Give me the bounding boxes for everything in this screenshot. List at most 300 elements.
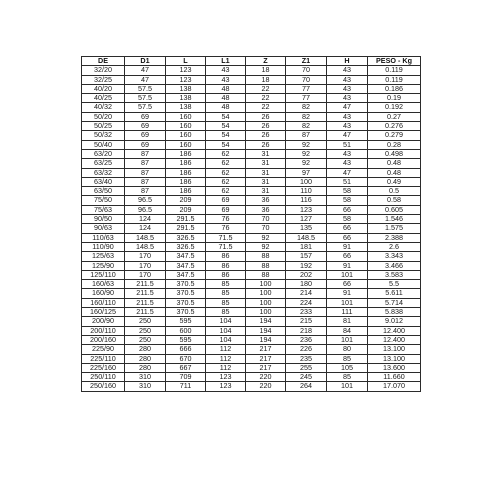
cell-l: 160 <box>166 122 206 131</box>
cell-h: 51 <box>327 177 368 186</box>
table-row <box>82 140 421 149</box>
cell-d1: 310 <box>125 382 166 391</box>
cell-d1: 69 <box>125 112 166 121</box>
cell-peso: 13.100 <box>368 354 421 363</box>
cell-l: 138 <box>166 94 206 103</box>
cell-l: 138 <box>166 103 206 112</box>
table-row <box>82 289 421 298</box>
table-row <box>82 66 421 75</box>
column-header-peso: PESO - Kg <box>368 57 421 66</box>
cell-l1: 71.5 <box>206 233 246 242</box>
column-header-d1: D1 <box>125 57 166 66</box>
cell-l1: 62 <box>206 177 246 186</box>
cell-l1: 85 <box>206 289 246 298</box>
cell-peso: 0.186 <box>368 84 421 93</box>
cell-d1: 310 <box>125 373 166 382</box>
cell-l: 595 <box>166 335 206 344</box>
cell-l1: 71.5 <box>206 242 246 251</box>
cell-l1: 86 <box>206 261 246 270</box>
table-row <box>82 298 421 307</box>
cell-l1: 62 <box>206 149 246 158</box>
cell-de: 250/110 <box>82 373 125 382</box>
table-row <box>82 270 421 279</box>
cell-d1: 124 <box>125 215 166 224</box>
cell-h: 58 <box>327 215 368 224</box>
cell-de: 50/20 <box>82 112 125 121</box>
cell-h: 105 <box>327 363 368 372</box>
cell-l1: 112 <box>206 363 246 372</box>
cell-de: 250/160 <box>82 382 125 391</box>
cell-l: 709 <box>166 373 206 382</box>
cell-l1: 85 <box>206 308 246 317</box>
cell-z1: 226 <box>286 345 327 354</box>
cell-z: 18 <box>246 66 286 75</box>
table-row <box>82 382 421 391</box>
cell-z: 92 <box>246 233 286 242</box>
cell-z1: 82 <box>286 103 327 112</box>
cell-z: 217 <box>246 354 286 363</box>
cell-l1: 48 <box>206 84 246 93</box>
cell-z: 100 <box>246 280 286 289</box>
cell-de: 40/32 <box>82 103 125 112</box>
table-row <box>82 215 421 224</box>
cell-peso: 0.498 <box>368 149 421 158</box>
cell-l1: 54 <box>206 131 246 140</box>
cell-l: 209 <box>166 196 206 205</box>
cell-l: 370.5 <box>166 289 206 298</box>
cell-de: 160/110 <box>82 298 125 307</box>
column-header-z1: Z1 <box>286 57 327 66</box>
cell-l1: 54 <box>206 112 246 121</box>
cell-z1: 77 <box>286 84 327 93</box>
cell-h: 43 <box>327 94 368 103</box>
cell-z1: 123 <box>286 205 327 214</box>
cell-z: 220 <box>246 373 286 382</box>
cell-h: 85 <box>327 373 368 382</box>
cell-peso: 3.343 <box>368 252 421 261</box>
cell-z: 70 <box>246 215 286 224</box>
column-header-l: L <box>166 57 206 66</box>
cell-z1: 224 <box>286 298 327 307</box>
cell-de: 75/50 <box>82 196 125 205</box>
cell-peso: 0.48 <box>368 168 421 177</box>
cell-l: 666 <box>166 345 206 354</box>
cell-l: 347.5 <box>166 270 206 279</box>
cell-d1: 57.5 <box>125 94 166 103</box>
cell-peso: 5.838 <box>368 308 421 317</box>
cell-peso: 0.58 <box>368 196 421 205</box>
cell-de: 63/50 <box>82 187 125 196</box>
cell-peso: 12.400 <box>368 335 421 344</box>
cell-z1: 192 <box>286 261 327 270</box>
cell-peso: 5.714 <box>368 298 421 307</box>
cell-z1: 92 <box>286 149 327 158</box>
cell-l: 160 <box>166 131 206 140</box>
cell-de: 40/25 <box>82 94 125 103</box>
cell-h: 43 <box>327 112 368 121</box>
cell-l: 123 <box>166 66 206 75</box>
cell-z: 194 <box>246 326 286 335</box>
cell-d1: 250 <box>125 335 166 344</box>
cell-d1: 124 <box>125 224 166 233</box>
cell-z: 194 <box>246 335 286 344</box>
cell-h: 43 <box>327 84 368 93</box>
cell-d1: 87 <box>125 187 166 196</box>
cell-z1: 100 <box>286 177 327 186</box>
cell-z: 220 <box>246 382 286 391</box>
table-row <box>82 242 421 251</box>
cell-l: 138 <box>166 84 206 93</box>
cell-z: 36 <box>246 196 286 205</box>
cell-peso: 0.19 <box>368 94 421 103</box>
cell-l: 160 <box>166 140 206 149</box>
cell-l1: 76 <box>206 224 246 233</box>
cell-z1: 135 <box>286 224 327 233</box>
cell-de: 160/125 <box>82 308 125 317</box>
dimensions-table <box>81 56 421 392</box>
cell-z: 26 <box>246 140 286 149</box>
cell-z: 26 <box>246 122 286 131</box>
cell-l: 186 <box>166 168 206 177</box>
cell-h: 43 <box>327 66 368 75</box>
table-row <box>82 84 421 93</box>
cell-z: 31 <box>246 177 286 186</box>
cell-z1: 70 <box>286 75 327 84</box>
cell-h: 101 <box>327 335 368 344</box>
cell-l1: 104 <box>206 326 246 335</box>
cell-h: 47 <box>327 131 368 140</box>
table-row <box>82 205 421 214</box>
cell-de: 125/110 <box>82 270 125 279</box>
cell-d1: 211.5 <box>125 280 166 289</box>
cell-peso: 3.466 <box>368 261 421 270</box>
table-row <box>82 373 421 382</box>
cell-de: 32/25 <box>82 75 125 84</box>
cell-de: 63/20 <box>82 149 125 158</box>
table-row <box>82 75 421 84</box>
cell-peso: 0.192 <box>368 103 421 112</box>
cell-d1: 69 <box>125 131 166 140</box>
cell-z: 31 <box>246 159 286 168</box>
cell-h: 47 <box>327 168 368 177</box>
cell-l1: 112 <box>206 354 246 363</box>
cell-de: 50/25 <box>82 122 125 131</box>
column-header-de: DE <box>82 57 125 66</box>
cell-z1: 180 <box>286 280 327 289</box>
cell-z: 88 <box>246 252 286 261</box>
cell-d1: 87 <box>125 177 166 186</box>
cell-de: 63/25 <box>82 159 125 168</box>
cell-peso: 0.49 <box>368 177 421 186</box>
cell-h: 81 <box>327 317 368 326</box>
cell-l1: 86 <box>206 270 246 279</box>
cell-l1: 86 <box>206 252 246 261</box>
cell-l1: 62 <box>206 168 246 177</box>
table-row <box>82 159 421 168</box>
cell-h: 58 <box>327 187 368 196</box>
cell-peso: 1.575 <box>368 224 421 233</box>
cell-peso: 5.5 <box>368 280 421 289</box>
cell-z: 88 <box>246 261 286 270</box>
cell-d1: 69 <box>125 140 166 149</box>
table-row <box>82 354 421 363</box>
cell-z1: 97 <box>286 168 327 177</box>
cell-d1: 170 <box>125 252 166 261</box>
table-row <box>82 131 421 140</box>
cell-h: 80 <box>327 345 368 354</box>
table-row <box>82 224 421 233</box>
cell-z: 88 <box>246 270 286 279</box>
cell-de: 63/40 <box>82 177 125 186</box>
table-row <box>82 252 421 261</box>
column-header-h: H <box>327 57 368 66</box>
cell-z1: 236 <box>286 335 327 344</box>
cell-l1: 48 <box>206 94 246 103</box>
cell-l: 123 <box>166 75 206 84</box>
cell-de: 200/110 <box>82 326 125 335</box>
cell-l1: 43 <box>206 75 246 84</box>
table-body <box>82 66 421 391</box>
cell-z1: 255 <box>286 363 327 372</box>
cell-l1: 123 <box>206 382 246 391</box>
cell-peso: 12.400 <box>368 326 421 335</box>
cell-z1: 218 <box>286 326 327 335</box>
cell-l1: 112 <box>206 345 246 354</box>
cell-h: 101 <box>327 270 368 279</box>
cell-z1: 77 <box>286 94 327 103</box>
cell-l: 347.5 <box>166 261 206 270</box>
cell-d1: 211.5 <box>125 308 166 317</box>
table-row <box>82 122 421 131</box>
table-row <box>82 177 421 186</box>
cell-de: 63/32 <box>82 168 125 177</box>
cell-de: 160/63 <box>82 280 125 289</box>
cell-l: 209 <box>166 205 206 214</box>
cell-z: 26 <box>246 131 286 140</box>
cell-d1: 280 <box>125 345 166 354</box>
cell-h: 91 <box>327 261 368 270</box>
cell-d1: 170 <box>125 270 166 279</box>
cell-z: 70 <box>246 224 286 233</box>
cell-z1: 157 <box>286 252 327 261</box>
cell-z1: 233 <box>286 308 327 317</box>
cell-de: 90/63 <box>82 224 125 233</box>
cell-z: 194 <box>246 317 286 326</box>
cell-l: 326.5 <box>166 233 206 242</box>
cell-z1: 214 <box>286 289 327 298</box>
cell-d1: 57.5 <box>125 84 166 93</box>
cell-peso: 9.012 <box>368 317 421 326</box>
cell-z: 26 <box>246 112 286 121</box>
table-row <box>82 308 421 317</box>
cell-peso: 17.070 <box>368 382 421 391</box>
cell-z1: 70 <box>286 66 327 75</box>
cell-z: 22 <box>246 94 286 103</box>
cell-d1: 47 <box>125 66 166 75</box>
cell-h: 43 <box>327 75 368 84</box>
cell-peso: 3.583 <box>368 270 421 279</box>
cell-l: 370.5 <box>166 298 206 307</box>
cell-de: 110/90 <box>82 242 125 251</box>
cell-de: 225/160 <box>82 363 125 372</box>
cell-d1: 148.5 <box>125 233 166 242</box>
cell-d1: 87 <box>125 159 166 168</box>
cell-h: 85 <box>327 354 368 363</box>
cell-l: 370.5 <box>166 280 206 289</box>
cell-l1: 48 <box>206 103 246 112</box>
cell-h: 51 <box>327 140 368 149</box>
cell-h: 66 <box>327 252 368 261</box>
cell-d1: 87 <box>125 168 166 177</box>
cell-z1: 92 <box>286 140 327 149</box>
cell-d1: 211.5 <box>125 289 166 298</box>
cell-d1: 47 <box>125 75 166 84</box>
cell-l1: 69 <box>206 205 246 214</box>
cell-peso: 0.27 <box>368 112 421 121</box>
cell-z1: 92 <box>286 159 327 168</box>
cell-h: 43 <box>327 159 368 168</box>
cell-z: 92 <box>246 242 286 251</box>
cell-de: 50/32 <box>82 131 125 140</box>
cell-de: 125/90 <box>82 261 125 270</box>
cell-de: 110/63 <box>82 233 125 242</box>
cell-z1: 127 <box>286 215 327 224</box>
table-row <box>82 261 421 270</box>
table-row <box>82 317 421 326</box>
cell-d1: 96.5 <box>125 205 166 214</box>
cell-de: 125/63 <box>82 252 125 261</box>
cell-de: 225/90 <box>82 345 125 354</box>
cell-z: 36 <box>246 205 286 214</box>
cell-de: 50/40 <box>82 140 125 149</box>
cell-z: 31 <box>246 168 286 177</box>
table-row <box>82 363 421 372</box>
cell-z1: 87 <box>286 131 327 140</box>
cell-h: 111 <box>327 308 368 317</box>
cell-peso: 13.600 <box>368 363 421 372</box>
cell-l: 347.5 <box>166 252 206 261</box>
table-row <box>82 335 421 344</box>
cell-z1: 116 <box>286 196 327 205</box>
cell-z: 31 <box>246 149 286 158</box>
cell-d1: 69 <box>125 122 166 131</box>
cell-z: 217 <box>246 363 286 372</box>
cell-de: 200/90 <box>82 317 125 326</box>
cell-h: 91 <box>327 289 368 298</box>
spec-sheet <box>81 56 420 392</box>
cell-l1: 54 <box>206 140 246 149</box>
cell-peso: 5.611 <box>368 289 421 298</box>
table-row <box>82 345 421 354</box>
cell-l: 667 <box>166 363 206 372</box>
cell-l: 595 <box>166 317 206 326</box>
cell-l: 160 <box>166 112 206 121</box>
column-header-z: Z <box>246 57 286 66</box>
cell-z1: 82 <box>286 112 327 121</box>
cell-h: 66 <box>327 280 368 289</box>
column-header-l1: L1 <box>206 57 246 66</box>
cell-peso: 0.279 <box>368 131 421 140</box>
table-row <box>82 233 421 242</box>
cell-l: 291.5 <box>166 224 206 233</box>
cell-z1: 215 <box>286 317 327 326</box>
cell-l: 186 <box>166 149 206 158</box>
cell-d1: 280 <box>125 363 166 372</box>
cell-z: 100 <box>246 308 286 317</box>
cell-h: 58 <box>327 196 368 205</box>
cell-peso: 0.28 <box>368 140 421 149</box>
cell-d1: 280 <box>125 354 166 363</box>
cell-z: 31 <box>246 187 286 196</box>
table-row <box>82 326 421 335</box>
cell-de: 160/90 <box>82 289 125 298</box>
cell-l: 186 <box>166 177 206 186</box>
cell-z1: 181 <box>286 242 327 251</box>
cell-peso: 2.388 <box>368 233 421 242</box>
cell-h: 66 <box>327 224 368 233</box>
cell-d1: 250 <box>125 317 166 326</box>
table-header-row <box>82 57 421 66</box>
cell-h: 66 <box>327 205 368 214</box>
cell-l1: 62 <box>206 159 246 168</box>
cell-peso: 0.605 <box>368 205 421 214</box>
cell-l: 186 <box>166 187 206 196</box>
cell-de: 200/160 <box>82 335 125 344</box>
cell-peso: 13.100 <box>368 345 421 354</box>
cell-h: 101 <box>327 382 368 391</box>
cell-peso: 0.119 <box>368 66 421 75</box>
table-row <box>82 94 421 103</box>
cell-d1: 250 <box>125 326 166 335</box>
cell-l1: 104 <box>206 317 246 326</box>
cell-z1: 235 <box>286 354 327 363</box>
cell-d1: 57.5 <box>125 103 166 112</box>
cell-de: 32/20 <box>82 66 125 75</box>
cell-h: 101 <box>327 298 368 307</box>
cell-z1: 82 <box>286 122 327 131</box>
cell-z: 217 <box>246 345 286 354</box>
cell-z1: 245 <box>286 373 327 382</box>
cell-h: 91 <box>327 242 368 251</box>
cell-l: 670 <box>166 354 206 363</box>
table-row <box>82 187 421 196</box>
cell-l1: 54 <box>206 122 246 131</box>
cell-l: 370.5 <box>166 308 206 317</box>
cell-de: 75/63 <box>82 205 125 214</box>
cell-peso: 0.5 <box>368 187 421 196</box>
cell-z1: 202 <box>286 270 327 279</box>
cell-peso: 0.276 <box>368 122 421 131</box>
cell-de: 40/20 <box>82 84 125 93</box>
table-row <box>82 103 421 112</box>
cell-l: 291.5 <box>166 215 206 224</box>
cell-peso: 0.48 <box>368 159 421 168</box>
cell-peso: 1.546 <box>368 215 421 224</box>
cell-d1: 148.5 <box>125 242 166 251</box>
cell-h: 66 <box>327 233 368 242</box>
cell-peso: 11.660 <box>368 373 421 382</box>
cell-d1: 211.5 <box>125 298 166 307</box>
cell-peso: 2.6 <box>368 242 421 251</box>
cell-h: 43 <box>327 122 368 131</box>
cell-h: 84 <box>327 326 368 335</box>
cell-h: 47 <box>327 103 368 112</box>
cell-de: 90/50 <box>82 215 125 224</box>
cell-l: 711 <box>166 382 206 391</box>
table-row <box>82 168 421 177</box>
cell-de: 225/110 <box>82 354 125 363</box>
cell-z: 100 <box>246 298 286 307</box>
